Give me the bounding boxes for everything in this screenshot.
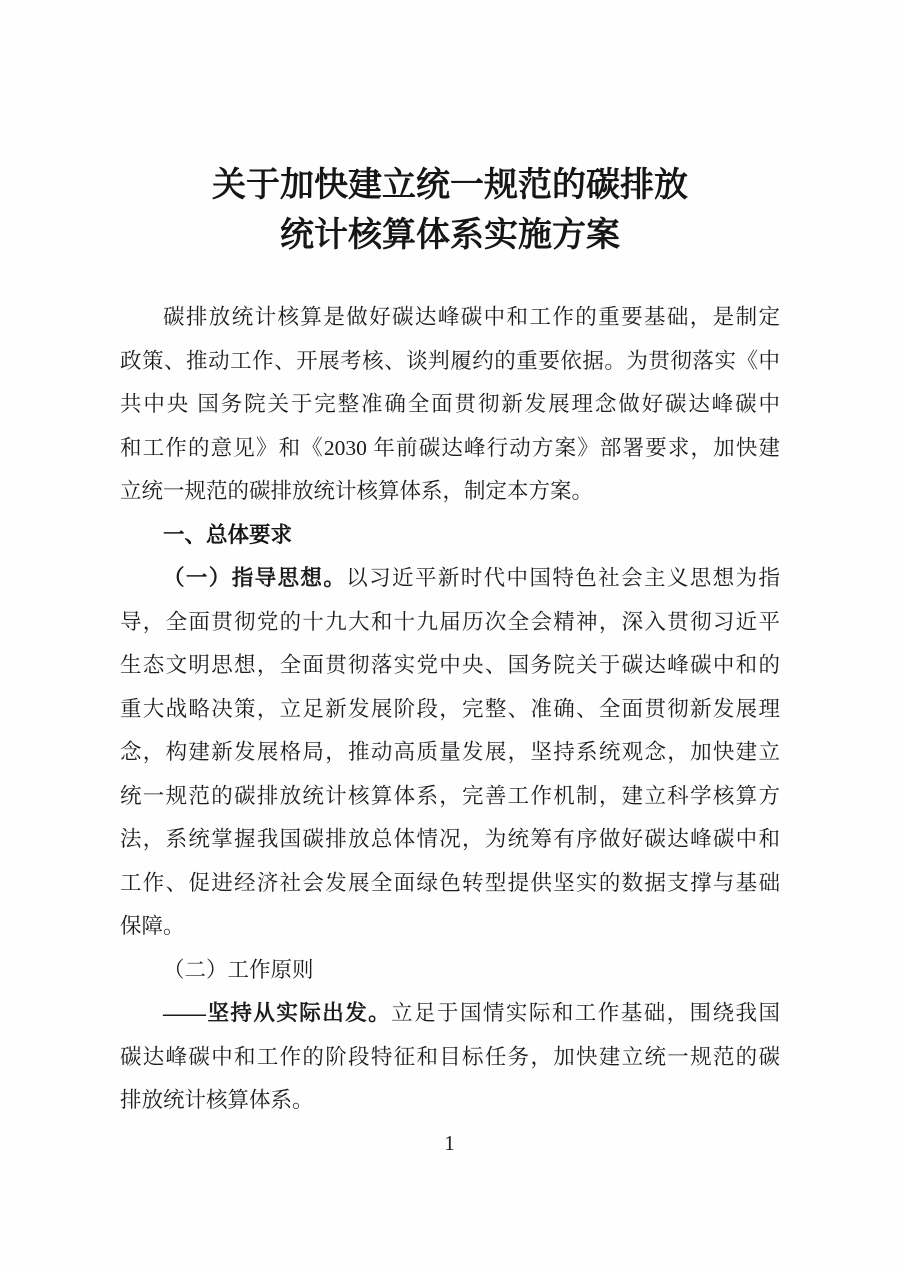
section-1-heading: 一、总体要求 (163, 522, 293, 547)
intro-line-4: 和工作的意见》和《2030 年前碳达峰行动方案》部署要求，加快建 (120, 435, 780, 460)
guiding-thought-line-1-rest: 以习近平新时代中国特色社会主义思想为指 (346, 566, 780, 590)
document-content (120, 160, 780, 1123)
document-title (120, 160, 780, 260)
document-body (120, 296, 780, 1123)
principle-1-line-3: 排放统计核算体系。 (120, 1088, 314, 1112)
intro-paragraph (120, 296, 780, 514)
guiding-thought-paragraph (120, 557, 780, 949)
guiding-thought-line-3: 生态文明思想，全面贯彻落实党中央、国务院关于碳达峰碳中和的 (120, 653, 780, 677)
guiding-thought-line-9: 保障。 (120, 914, 185, 938)
principle-1-paragraph (120, 992, 780, 1123)
guiding-thought-lead: （一）指导思想。 (163, 566, 347, 590)
intro-line-3: 共中央 国务院关于完整准确全面贯彻新发展理念做好碳达峰碳中 (120, 392, 780, 416)
guiding-thought-line-1 (120, 557, 780, 601)
principle-1-line-1-rest: 立足于国情实际和工作基础，围绕我国 (391, 1001, 780, 1025)
page-number: 1 (444, 1131, 455, 1155)
principle-1-lead: ——坚持从实际出发。 (163, 1001, 392, 1025)
guiding-thought-line-2: 导，全面贯彻党的十九大和十九届历次全会精神，深入贯彻习近平 (120, 609, 780, 634)
title-line-2: 统计核算体系实施方案 (280, 216, 620, 254)
title-line-1: 关于加快建立统一规范的碳排放 (212, 166, 688, 204)
principle-1-line-1 (120, 992, 780, 1036)
principles-heading: （二）工作原则 (163, 957, 314, 982)
intro-line-1: 碳排放统计核算是做好碳达峰碳中和工作的重要基础，是制定 (163, 305, 780, 329)
guiding-thought-line-4: 重大战略决策，立足新发展阶段，完整、准确、全面贯彻新发展理 (120, 696, 780, 721)
guiding-thought-line-7: 法，系统掌握我国碳排放总体情况，为统筹有序做好碳达峰碳中和 (120, 827, 780, 851)
guiding-thought-line-6: 统一规范的碳排放统计核算体系，完善工作机制，建立科学核算方 (120, 783, 780, 808)
guiding-thought-line-8: 工作、促进经济社会发展全面绿色转型提供坚实的数据支撑与基础 (120, 870, 780, 895)
intro-line-2: 政策、推动工作、开展考核、谈判履约的重要依据。为贯彻落实《中 (120, 348, 780, 373)
principle-1-line-2: 碳达峰碳中和工作的阶段特征和目标任务，加快建立统一规范的碳 (120, 1044, 780, 1069)
intro-line-5: 立统一规范的碳排放统计核算体系，制定本方案。 (120, 479, 594, 503)
guiding-thought-line-5: 念，构建新发展格局，推动高质量发展，坚持系统观念，加快建立 (120, 740, 780, 764)
